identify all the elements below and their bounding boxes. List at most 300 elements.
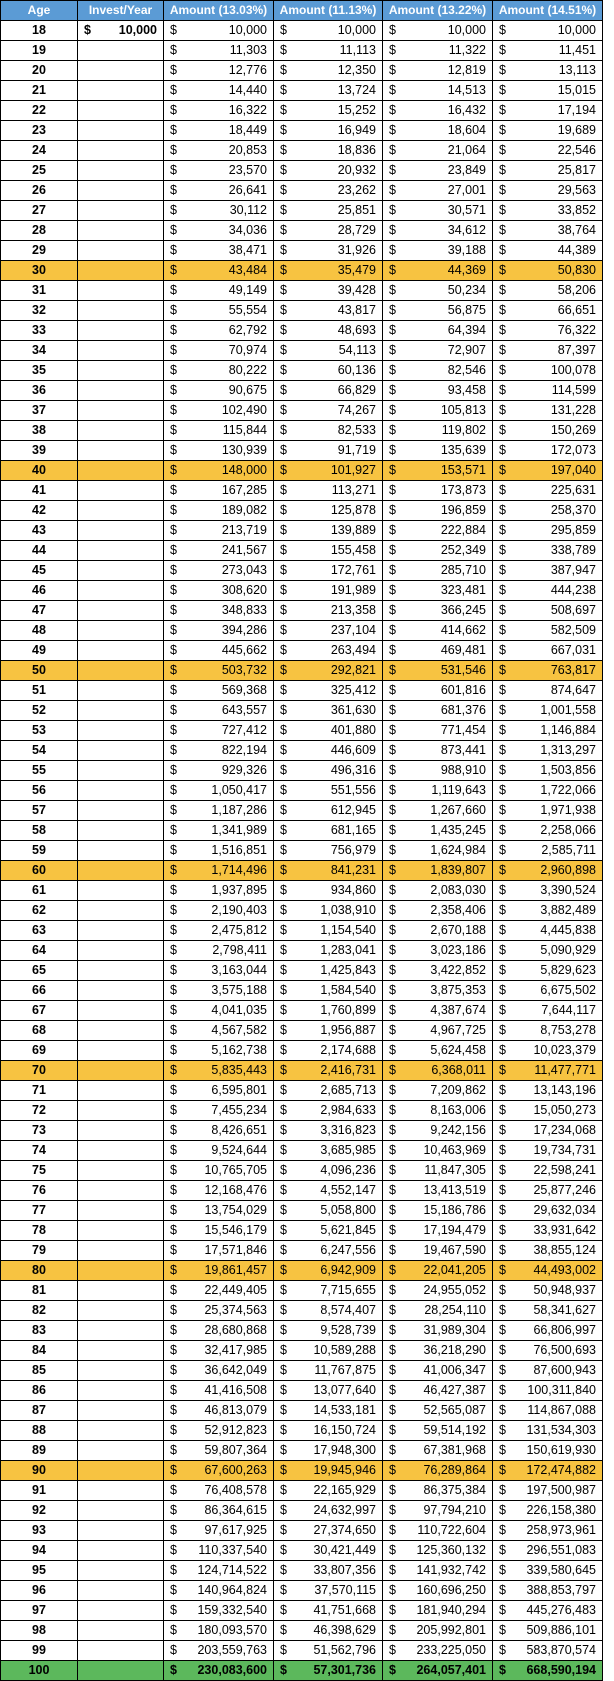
amount-1303-cell[interactable] (164, 1401, 274, 1421)
amount-1451-cell[interactable] (493, 1161, 603, 1181)
age-cell[interactable]: 61 (1, 881, 78, 901)
amount-1322-cell[interactable] (383, 661, 493, 681)
amount-1113-cell[interactable] (274, 781, 383, 801)
age-cell[interactable]: 41 (1, 481, 78, 501)
age-cell[interactable]: 96 (1, 1581, 78, 1601)
amount-1322-cell[interactable] (383, 901, 493, 921)
amount-1113-cell[interactable] (274, 1281, 383, 1301)
amount-1303-cell[interactable] (164, 741, 274, 761)
amount-1451-cell[interactable] (493, 61, 603, 81)
age-cell[interactable]: 88 (1, 1421, 78, 1441)
amount-1303-cell[interactable] (164, 221, 274, 241)
invest-per-year-cell[interactable] (78, 661, 164, 681)
invest-per-year-cell[interactable] (78, 1421, 164, 1441)
amount-1451-cell[interactable] (493, 1341, 603, 1361)
amount-1303-cell[interactable] (164, 1181, 274, 1201)
amount-1303-cell[interactable] (164, 941, 274, 961)
amount-1303-cell[interactable] (164, 801, 274, 821)
amount-1322-cell[interactable] (383, 241, 493, 261)
amount-1113-cell[interactable] (274, 941, 383, 961)
header-age[interactable]: Age (1, 1, 78, 21)
header-amount-1303[interactable]: Amount (13.03%) (164, 1, 274, 21)
age-cell[interactable]: 87 (1, 1401, 78, 1421)
amount-1303-cell[interactable] (164, 41, 274, 61)
header-amount-1113[interactable]: Amount (11.13%) (274, 1, 383, 21)
age-cell[interactable]: 65 (1, 961, 78, 981)
amount-1322-cell[interactable] (383, 101, 493, 121)
amount-1451-cell[interactable] (493, 341, 603, 361)
age-cell[interactable]: 20 (1, 61, 78, 81)
invest-per-year-cell[interactable] (78, 21, 164, 41)
amount-1113-cell[interactable] (274, 861, 383, 881)
amount-1303-cell[interactable] (164, 881, 274, 901)
amount-1451-cell[interactable] (493, 701, 603, 721)
amount-1451-cell[interactable] (493, 1221, 603, 1241)
invest-per-year-cell[interactable] (78, 821, 164, 841)
age-cell[interactable]: 55 (1, 761, 78, 781)
amount-1322-cell[interactable] (383, 161, 493, 181)
age-cell[interactable]: 64 (1, 941, 78, 961)
amount-1322-cell[interactable] (383, 1341, 493, 1361)
amount-1113-cell[interactable] (274, 1441, 383, 1461)
amount-1322-cell[interactable] (383, 861, 493, 881)
invest-per-year-cell[interactable] (78, 841, 164, 861)
amount-1113-cell[interactable] (274, 1621, 383, 1641)
amount-1451-cell[interactable] (493, 1301, 603, 1321)
amount-1303-cell[interactable] (164, 761, 274, 781)
amount-1303-cell[interactable] (164, 21, 274, 41)
amount-1451-cell[interactable] (493, 1641, 603, 1661)
amount-1322-cell[interactable] (383, 561, 493, 581)
amount-1451-cell[interactable] (493, 1581, 603, 1601)
amount-1303-cell[interactable] (164, 821, 274, 841)
amount-1451-cell[interactable] (493, 521, 603, 541)
age-cell[interactable]: 40 (1, 461, 78, 481)
invest-per-year-cell[interactable] (78, 1561, 164, 1581)
amount-1322-cell[interactable] (383, 581, 493, 601)
age-cell[interactable]: 45 (1, 561, 78, 581)
amount-1113-cell[interactable] (274, 201, 383, 221)
amount-1303-cell[interactable] (164, 121, 274, 141)
age-cell[interactable]: 71 (1, 1081, 78, 1101)
amount-1451-cell[interactable] (493, 641, 603, 661)
amount-1322-cell[interactable] (383, 1021, 493, 1041)
age-cell[interactable]: 31 (1, 281, 78, 301)
amount-1322-cell[interactable] (383, 521, 493, 541)
amount-1322-cell[interactable] (383, 1441, 493, 1461)
age-cell[interactable]: 30 (1, 261, 78, 281)
amount-1451-cell[interactable] (493, 321, 603, 341)
invest-per-year-cell[interactable] (78, 321, 164, 341)
amount-1451-cell[interactable] (493, 461, 603, 481)
age-cell[interactable]: 48 (1, 621, 78, 641)
amount-1113-cell[interactable] (274, 1521, 383, 1541)
amount-1451-cell[interactable] (493, 1501, 603, 1521)
amount-1322-cell[interactable] (383, 81, 493, 101)
amount-1322-cell[interactable] (383, 1101, 493, 1121)
age-cell[interactable]: 25 (1, 161, 78, 181)
amount-1113-cell[interactable] (274, 261, 383, 281)
amount-1451-cell[interactable] (493, 1181, 603, 1201)
amount-1303-cell[interactable] (164, 81, 274, 101)
header-amount-1322[interactable]: Amount (13.22%) (383, 1, 493, 21)
amount-1451-cell[interactable] (493, 141, 603, 161)
age-cell[interactable]: 37 (1, 401, 78, 421)
amount-1303-cell[interactable] (164, 1341, 274, 1361)
amount-1303-cell[interactable] (164, 701, 274, 721)
amount-1303-cell[interactable] (164, 141, 274, 161)
amount-1451-cell[interactable] (493, 781, 603, 801)
amount-1113-cell[interactable] (274, 1081, 383, 1101)
age-cell[interactable]: 29 (1, 241, 78, 261)
invest-per-year-cell[interactable] (78, 481, 164, 501)
invest-per-year-cell[interactable] (78, 1321, 164, 1341)
amount-1303-cell[interactable] (164, 1521, 274, 1541)
amount-1113-cell[interactable] (274, 1201, 383, 1221)
age-cell[interactable]: 42 (1, 501, 78, 521)
amount-1322-cell[interactable] (383, 1561, 493, 1581)
amount-1322-cell[interactable] (383, 821, 493, 841)
amount-1303-cell[interactable] (164, 541, 274, 561)
age-cell[interactable]: 97 (1, 1601, 78, 1621)
amount-1451-cell[interactable] (493, 1541, 603, 1561)
amount-1303-cell[interactable] (164, 1121, 274, 1141)
amount-1113-cell[interactable] (274, 441, 383, 461)
age-cell[interactable]: 60 (1, 861, 78, 881)
invest-per-year-cell[interactable] (78, 1161, 164, 1181)
amount-1322-cell[interactable] (383, 181, 493, 201)
amount-1322-cell[interactable] (383, 601, 493, 621)
age-cell[interactable]: 67 (1, 1001, 78, 1021)
invest-per-year-cell[interactable] (78, 861, 164, 881)
amount-1322-cell[interactable] (383, 761, 493, 781)
amount-1322-cell[interactable] (383, 381, 493, 401)
amount-1322-cell[interactable] (383, 421, 493, 441)
amount-1113-cell[interactable] (274, 21, 383, 41)
amount-1303-cell[interactable] (164, 361, 274, 381)
amount-1113-cell[interactable] (274, 241, 383, 261)
age-cell[interactable]: 27 (1, 201, 78, 221)
age-cell[interactable]: 56 (1, 781, 78, 801)
amount-1113-cell[interactable] (274, 1241, 383, 1261)
amount-1113-cell[interactable] (274, 1041, 383, 1061)
invest-per-year-cell[interactable] (78, 1501, 164, 1521)
amount-1303-cell[interactable] (164, 1041, 274, 1061)
invest-per-year-cell[interactable] (78, 1201, 164, 1221)
amount-1303-cell[interactable] (164, 441, 274, 461)
invest-per-year-cell[interactable] (78, 601, 164, 621)
invest-per-year-cell[interactable] (78, 301, 164, 321)
invest-per-year-cell[interactable] (78, 981, 164, 1001)
amount-1303-cell[interactable] (164, 621, 274, 641)
invest-per-year-cell[interactable] (78, 701, 164, 721)
invest-per-year-cell[interactable] (78, 1641, 164, 1661)
invest-per-year-cell[interactable] (78, 1141, 164, 1161)
age-cell[interactable]: 53 (1, 721, 78, 741)
amount-1303-cell[interactable] (164, 401, 274, 421)
invest-per-year-cell[interactable] (78, 101, 164, 121)
age-cell[interactable]: 68 (1, 1021, 78, 1041)
invest-per-year-cell[interactable] (78, 721, 164, 741)
amount-1303-cell[interactable] (164, 341, 274, 361)
age-cell[interactable]: 72 (1, 1101, 78, 1121)
amount-1451-cell[interactable] (493, 1041, 603, 1061)
amount-1113-cell[interactable] (274, 761, 383, 781)
amount-1322-cell[interactable] (383, 341, 493, 361)
age-cell[interactable]: 69 (1, 1041, 78, 1061)
amount-1113-cell[interactable] (274, 1261, 383, 1281)
amount-1322-cell[interactable] (383, 1001, 493, 1021)
amount-1322-cell[interactable] (383, 1361, 493, 1381)
amount-1322-cell[interactable] (383, 1221, 493, 1241)
amount-1322-cell[interactable] (383, 1481, 493, 1501)
amount-1322-cell[interactable] (383, 141, 493, 161)
age-cell[interactable]: 74 (1, 1141, 78, 1161)
invest-per-year-cell[interactable] (78, 741, 164, 761)
amount-1113-cell[interactable] (274, 901, 383, 921)
amount-1451-cell[interactable] (493, 801, 603, 821)
amount-1451-cell[interactable] (493, 1601, 603, 1621)
age-cell[interactable]: 51 (1, 681, 78, 701)
age-cell[interactable]: 81 (1, 1281, 78, 1301)
age-cell[interactable]: 18 (1, 21, 78, 41)
age-cell[interactable]: 44 (1, 541, 78, 561)
amount-1322-cell[interactable] (383, 321, 493, 341)
amount-1303-cell[interactable] (164, 861, 274, 881)
amount-1451-cell[interactable] (493, 441, 603, 461)
age-cell[interactable]: 19 (1, 41, 78, 61)
amount-1113-cell[interactable] (274, 701, 383, 721)
age-cell[interactable]: 95 (1, 1561, 78, 1581)
amount-1451-cell[interactable] (493, 501, 603, 521)
amount-1451-cell[interactable] (493, 1261, 603, 1281)
amount-1322-cell[interactable] (383, 781, 493, 801)
amount-1113-cell[interactable] (274, 301, 383, 321)
amount-1451-cell[interactable] (493, 901, 603, 921)
amount-1303-cell[interactable] (164, 461, 274, 481)
amount-1322-cell[interactable] (383, 1321, 493, 1341)
invest-per-year-cell[interactable] (78, 341, 164, 361)
invest-per-year-cell[interactable] (78, 441, 164, 461)
amount-1113-cell[interactable] (274, 1601, 383, 1621)
invest-per-year-cell[interactable] (78, 1241, 164, 1261)
amount-1303-cell[interactable] (164, 1081, 274, 1101)
amount-1303-cell[interactable] (164, 981, 274, 1001)
amount-1451-cell[interactable] (493, 861, 603, 881)
amount-1322-cell[interactable] (383, 741, 493, 761)
invest-per-year-cell[interactable] (78, 361, 164, 381)
amount-1451-cell[interactable] (493, 841, 603, 861)
age-cell[interactable]: 43 (1, 521, 78, 541)
age-cell[interactable]: 85 (1, 1361, 78, 1381)
amount-1451-cell[interactable] (493, 181, 603, 201)
amount-1303-cell[interactable] (164, 1561, 274, 1581)
amount-1113-cell[interactable] (274, 1221, 383, 1241)
amount-1451-cell[interactable] (493, 681, 603, 701)
invest-per-year-cell[interactable] (78, 181, 164, 201)
amount-1322-cell[interactable] (383, 621, 493, 641)
amount-1451-cell[interactable] (493, 421, 603, 441)
age-cell[interactable]: 63 (1, 921, 78, 941)
amount-1303-cell[interactable] (164, 501, 274, 521)
amount-1303-cell[interactable] (164, 1661, 274, 1681)
amount-1322-cell[interactable] (383, 1121, 493, 1141)
age-cell[interactable]: 78 (1, 1221, 78, 1241)
amount-1113-cell[interactable] (274, 561, 383, 581)
amount-1303-cell[interactable] (164, 1101, 274, 1121)
age-cell[interactable]: 36 (1, 381, 78, 401)
age-cell[interactable]: 38 (1, 421, 78, 441)
amount-1322-cell[interactable] (383, 1181, 493, 1201)
amount-1451-cell[interactable] (493, 1021, 603, 1041)
amount-1451-cell[interactable] (493, 1661, 603, 1681)
amount-1113-cell[interactable] (274, 361, 383, 381)
amount-1322-cell[interactable] (383, 841, 493, 861)
amount-1451-cell[interactable] (493, 721, 603, 741)
amount-1451-cell[interactable] (493, 561, 603, 581)
amount-1303-cell[interactable] (164, 1141, 274, 1161)
amount-1451-cell[interactable] (493, 1361, 603, 1381)
amount-1451-cell[interactable] (493, 1421, 603, 1441)
amount-1322-cell[interactable] (383, 201, 493, 221)
invest-per-year-cell[interactable] (78, 381, 164, 401)
amount-1451-cell[interactable] (493, 961, 603, 981)
amount-1451-cell[interactable] (493, 1141, 603, 1161)
invest-per-year-cell[interactable] (78, 621, 164, 641)
amount-1451-cell[interactable] (493, 1461, 603, 1481)
amount-1451-cell[interactable] (493, 1561, 603, 1581)
amount-1113-cell[interactable] (274, 1661, 383, 1681)
invest-per-year-cell[interactable] (78, 1401, 164, 1421)
amount-1113-cell[interactable] (274, 1561, 383, 1581)
invest-per-year-cell[interactable] (78, 781, 164, 801)
amount-1451-cell[interactable] (493, 121, 603, 141)
invest-per-year-cell[interactable] (78, 1061, 164, 1081)
amount-1322-cell[interactable] (383, 1281, 493, 1301)
invest-per-year-cell[interactable] (78, 1121, 164, 1141)
invest-per-year-cell[interactable] (78, 801, 164, 821)
invest-per-year-cell[interactable] (78, 401, 164, 421)
amount-1113-cell[interactable] (274, 581, 383, 601)
amount-1303-cell[interactable] (164, 1261, 274, 1281)
age-cell[interactable]: 26 (1, 181, 78, 201)
amount-1113-cell[interactable] (274, 321, 383, 341)
amount-1113-cell[interactable] (274, 1461, 383, 1481)
amount-1322-cell[interactable] (383, 1061, 493, 1081)
amount-1113-cell[interactable] (274, 481, 383, 501)
invest-per-year-cell[interactable] (78, 901, 164, 921)
amount-1303-cell[interactable] (164, 61, 274, 81)
amount-1303-cell[interactable] (164, 921, 274, 941)
amount-1322-cell[interactable] (383, 1421, 493, 1441)
amount-1451-cell[interactable] (493, 1241, 603, 1261)
amount-1303-cell[interactable] (164, 1301, 274, 1321)
amount-1113-cell[interactable] (274, 141, 383, 161)
age-cell[interactable]: 77 (1, 1201, 78, 1221)
invest-per-year-cell[interactable] (78, 1461, 164, 1481)
amount-1303-cell[interactable] (164, 1161, 274, 1181)
amount-1322-cell[interactable] (383, 401, 493, 421)
invest-per-year-cell[interactable] (78, 1381, 164, 1401)
amount-1303-cell[interactable] (164, 581, 274, 601)
amount-1322-cell[interactable] (383, 1261, 493, 1281)
amount-1303-cell[interactable] (164, 1441, 274, 1461)
amount-1451-cell[interactable] (493, 261, 603, 281)
age-cell[interactable]: 73 (1, 1121, 78, 1141)
invest-per-year-cell[interactable] (78, 61, 164, 81)
amount-1113-cell[interactable] (274, 881, 383, 901)
amount-1113-cell[interactable] (274, 1501, 383, 1521)
amount-1451-cell[interactable] (493, 1201, 603, 1221)
age-cell[interactable]: 98 (1, 1621, 78, 1641)
invest-per-year-cell[interactable] (78, 1041, 164, 1061)
invest-per-year-cell[interactable] (78, 1661, 164, 1681)
amount-1303-cell[interactable] (164, 1601, 274, 1621)
amount-1322-cell[interactable] (383, 721, 493, 741)
amount-1113-cell[interactable] (274, 1121, 383, 1141)
amount-1303-cell[interactable] (164, 261, 274, 281)
amount-1322-cell[interactable] (383, 1521, 493, 1541)
amount-1451-cell[interactable] (493, 1101, 603, 1121)
invest-per-year-cell[interactable] (78, 961, 164, 981)
amount-1113-cell[interactable] (274, 161, 383, 181)
amount-1303-cell[interactable] (164, 1061, 274, 1081)
age-cell[interactable]: 62 (1, 901, 78, 921)
invest-per-year-cell[interactable] (78, 681, 164, 701)
amount-1451-cell[interactable] (493, 1321, 603, 1341)
amount-1303-cell[interactable] (164, 1621, 274, 1641)
amount-1303-cell[interactable] (164, 321, 274, 341)
amount-1113-cell[interactable] (274, 1401, 383, 1421)
amount-1451-cell[interactable] (493, 661, 603, 681)
age-cell[interactable]: 89 (1, 1441, 78, 1461)
invest-per-year-cell[interactable] (78, 1441, 164, 1461)
amount-1113-cell[interactable] (274, 1061, 383, 1081)
amount-1303-cell[interactable] (164, 901, 274, 921)
amount-1451-cell[interactable] (493, 401, 603, 421)
amount-1451-cell[interactable] (493, 981, 603, 1001)
amount-1303-cell[interactable] (164, 1501, 274, 1521)
amount-1303-cell[interactable] (164, 601, 274, 621)
invest-per-year-cell[interactable] (78, 561, 164, 581)
amount-1303-cell[interactable] (164, 641, 274, 661)
amount-1322-cell[interactable] (383, 461, 493, 481)
amount-1303-cell[interactable] (164, 961, 274, 981)
amount-1113-cell[interactable] (274, 841, 383, 861)
amount-1322-cell[interactable] (383, 1081, 493, 1101)
amount-1113-cell[interactable] (274, 461, 383, 481)
invest-per-year-cell[interactable] (78, 1581, 164, 1601)
amount-1303-cell[interactable] (164, 481, 274, 501)
amount-1113-cell[interactable] (274, 1301, 383, 1321)
amount-1113-cell[interactable] (274, 641, 383, 661)
age-cell[interactable]: 24 (1, 141, 78, 161)
amount-1451-cell[interactable] (493, 161, 603, 181)
amount-1322-cell[interactable] (383, 801, 493, 821)
invest-per-year-cell[interactable] (78, 581, 164, 601)
invest-per-year-cell[interactable] (78, 241, 164, 261)
amount-1322-cell[interactable] (383, 981, 493, 1001)
age-cell[interactable]: 76 (1, 1181, 78, 1201)
amount-1113-cell[interactable] (274, 41, 383, 61)
age-cell[interactable]: 49 (1, 641, 78, 661)
amount-1303-cell[interactable] (164, 1021, 274, 1041)
amount-1451-cell[interactable] (493, 481, 603, 501)
age-cell[interactable]: 80 (1, 1261, 78, 1281)
amount-1322-cell[interactable] (383, 1641, 493, 1661)
amount-1113-cell[interactable] (274, 421, 383, 441)
amount-1451-cell[interactable] (493, 1521, 603, 1541)
